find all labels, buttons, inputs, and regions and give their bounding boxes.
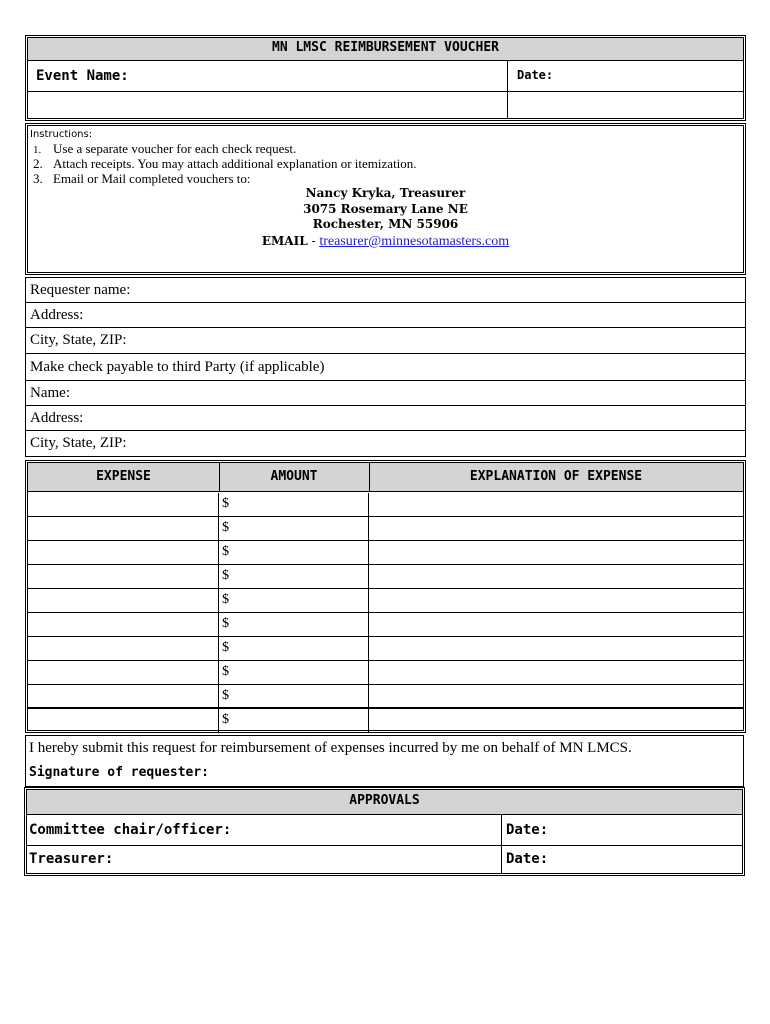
amount-cell[interactable] (219, 493, 369, 516)
contact-street: 3075 Rosemary Lane NE (303, 201, 468, 216)
instruction-number: 1. (33, 144, 42, 156)
currency-symbol: $ (222, 520, 229, 535)
explanation-cell[interactable] (369, 709, 743, 733)
third-party-name-field[interactable] (30, 385, 742, 404)
explanation-cell[interactable] (369, 613, 743, 636)
instruction-item (33, 156, 417, 171)
expense-cell[interactable] (28, 493, 219, 516)
voucher-title: MN LMSC REIMBURSEMENT VOUCHER (28, 38, 743, 60)
amount-cell[interactable] (219, 613, 369, 636)
amount-cell[interactable] (219, 517, 369, 540)
email-line (28, 234, 743, 250)
explanation-cell[interactable] (369, 541, 743, 564)
explanation-cell[interactable] (369, 685, 743, 707)
third-party-name-label: Name: (30, 385, 70, 401)
contact-name: Nancy Kryka, Treasurer (305, 186, 466, 200)
amount-cell[interactable] (219, 541, 369, 564)
expense-row (28, 517, 743, 541)
column-header-expense: EXPENSE (96, 469, 151, 484)
amount-cell[interactable] (219, 709, 369, 733)
signature-field[interactable] (29, 765, 741, 784)
currency-symbol: $ (222, 664, 229, 679)
expense-row (28, 565, 743, 589)
expense-row (28, 613, 743, 637)
committee-date-label: Date: (506, 822, 549, 838)
currency-symbol: $ (222, 712, 229, 727)
expense-cell[interactable] (28, 709, 219, 733)
instruction-text: Email or Mail completed vouchers to: (53, 171, 251, 186)
requester-name-field[interactable] (30, 282, 742, 301)
email-separator: - (307, 233, 320, 248)
expense-cell[interactable] (28, 565, 219, 588)
event-name-field[interactable] (29, 92, 506, 117)
instruction-number: 2. (33, 156, 43, 171)
signature-label: Signature of requester: (29, 765, 210, 780)
expense-cell[interactable] (28, 661, 219, 684)
expense-cell[interactable] (28, 637, 219, 660)
explanation-cell[interactable] (369, 589, 743, 612)
currency-symbol: $ (222, 592, 229, 607)
instruction-text: Use a separate voucher for each check request. (53, 141, 297, 156)
email-link[interactable]: treasurer@minnesotamasters.com (319, 233, 510, 249)
third-party-heading: Make check payable to third Party (if applicable) (30, 359, 325, 375)
amount-cell[interactable] (219, 565, 369, 588)
explanation-cell[interactable] (369, 517, 743, 540)
email-label: EMAIL (261, 233, 308, 248)
submission-statement: I hereby submit this request for reimbursement of expenses incurred by me on behalf of MN LMCS. (29, 740, 632, 756)
explanation-cell[interactable] (369, 565, 743, 588)
currency-symbol: $ (222, 544, 229, 559)
committee-date-field[interactable] (506, 822, 740, 842)
currency-symbol: $ (222, 616, 229, 631)
requester-name-label: Requester name: (30, 282, 131, 298)
instructions-heading: Instructions: (30, 129, 93, 140)
explanation-cell[interactable] (369, 661, 743, 684)
treasurer-date-field[interactable] (506, 851, 740, 871)
requester-city-field[interactable] (30, 332, 742, 351)
currency-symbol: $ (222, 568, 229, 583)
expense-row (28, 589, 743, 613)
expense-cell[interactable] (28, 541, 219, 564)
expense-cell[interactable] (28, 685, 219, 707)
treasurer-address-block (28, 186, 743, 249)
expense-row (28, 661, 743, 685)
column-header-explanation: EXPLANATION OF EXPENSE (469, 469, 643, 484)
instruction-item (33, 171, 250, 186)
treasurer-label: Treasurer: (29, 851, 114, 867)
third-party-address-field[interactable] (30, 410, 742, 429)
amount-cell[interactable] (219, 661, 369, 684)
requester-address-label: Address: (30, 307, 84, 323)
expense-row (28, 493, 743, 517)
third-party-city-label: City, State, ZIP: (30, 435, 127, 451)
treasurer-signature-field[interactable] (29, 851, 499, 871)
contact-city: Rochester, MN 55906 (312, 217, 459, 231)
explanation-cell[interactable] (369, 493, 743, 516)
third-party-address-label: Address: (30, 410, 84, 426)
expense-row (28, 685, 743, 709)
explanation-cell[interactable] (369, 637, 743, 660)
column-header-amount: AMOUNT (270, 469, 318, 484)
expense-row (28, 541, 743, 565)
amount-cell[interactable] (219, 637, 369, 660)
treasurer-date-label: Date: (506, 851, 549, 867)
expense-row (28, 709, 743, 733)
date-field[interactable] (508, 92, 742, 117)
amount-cell[interactable] (219, 685, 369, 707)
approvals-title: APPROVALS (27, 790, 742, 814)
amount-cell[interactable] (219, 589, 369, 612)
event-name-label: Event Name: (36, 68, 129, 84)
currency-symbol: $ (222, 496, 229, 511)
requester-address-field[interactable] (30, 307, 742, 326)
expense-cell[interactable] (28, 613, 219, 636)
expense-cell[interactable] (28, 517, 219, 540)
instruction-number: 3. (33, 171, 43, 186)
currency-symbol: $ (222, 688, 229, 703)
third-party-city-field[interactable] (30, 435, 742, 454)
committee-label: Committee chair/officer: (29, 822, 232, 838)
requester-city-label: City, State, ZIP: (30, 332, 127, 348)
committee-signature-field[interactable] (29, 822, 499, 842)
date-label: Date: (517, 68, 554, 82)
expense-cell[interactable] (28, 589, 219, 612)
instruction-text: Attach receipts. You may attach additional explanation or itemization. (53, 156, 417, 171)
currency-symbol: $ (222, 640, 229, 655)
expense-row (28, 637, 743, 661)
